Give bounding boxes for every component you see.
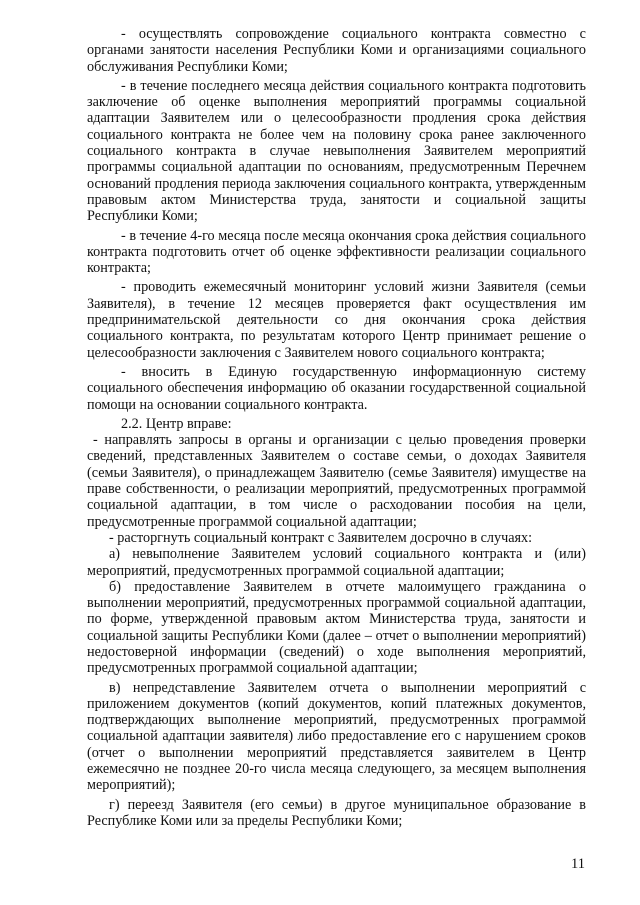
list-item-b-false-information: б) предоставление Заявителем в отчете малоимущего гражданина о выполнении мероприятий, предусмотренных программой социальной адаптации, по форме, утвержденной правовым актом Министерства труда, занятости и социальной защиты Республики Коми (далее – отчет о выполнении мероприятий) недостоверной информации (сведений) о ходе выполнения мероприятий, предусмотренных программой социальной адаптации;	[87, 578, 586, 677]
paragraph-monthly-monitoring: - проводить ежемесячный мониторинг условий жизни Заявителя (семьи Заявителя), в течение 12 месяцев проверяется факт осуществления им предпринимательской деятельности со дня окончания срока действия социального контракта, по результатам которого Центр принимает решение о целесообразности заключения с Заявителем нового социального контракта;	[87, 279, 586, 361]
paragraph-terminate-contract: - расторгнуть социальный контракт с Заявителем досрочно в случаях:	[109, 529, 533, 546]
paragraph-send-requests: - направлять запросы в органы и организации с целью проведения проверки сведений, представленных Заявителем о составе семьи, о доходах Заявителя (семьи Заявителя), о принадлежащем Заявителю (семье Заявителя) имуществе на праве собственности, о реализации мероприятий, предусмотренных программой социальной адаптации, в том числе о расходовании пособия на цели, предусмотренные программой социальной адаптации;	[87, 432, 586, 530]
list-item-a-non-fulfillment: а) невыполнение Заявителем условий социального контракта и (или) мероприятий, предусмотренных программой социальной адаптации;	[87, 546, 586, 579]
paragraph-state-information-system: - вносить в Единую государственную информационную систему социального обеспечения информацию об оказании государственной социальной помощи на основании социального контракта.	[87, 363, 586, 413]
paragraph-support-contract: - осуществлять сопровождение социального контракта совместно с органами занятости населения Республики Коми и организациями социального обслуживания Республики Коми;	[87, 26, 586, 75]
paragraph-fourth-month-report: - в течение 4-го месяца после месяца окончания срока действия социального контракта подготовить отчет об оценке эффективности реализации социального контракта;	[87, 227, 586, 277]
section-heading-center-rights: 2.2. Центр вправе:	[121, 415, 232, 432]
page-number: 11	[571, 856, 585, 872]
list-item-g-relocation: г) переезд Заявителя (его семьи) в другое муниципальное образование в Республике Коми или за пределы Республики Коми;	[87, 796, 586, 829]
list-item-v-no-report: в) непредставление Заявителем отчета о выполнении мероприятий с приложением документов (копий документов, копий платежных документов, подтверждающих выполнение мероприятий, предусмотренных программой социальной адаптации заявителя) либо предоставление его с нарушением сроков (отчет о выполнении мероприятий представляется заявителем в Центр ежемесячно не позднее 20-го числа месяца следующего, за месяцем выполнения мероприятий);	[87, 679, 586, 794]
paragraph-last-month-conclusion: - в течение последнего месяца действия социального контракта подготовить заключение об оценке выполнения мероприятий программы социальной адаптации Заявителем или о целесообразности продления срока действия социального контракта не более чем на половину срока ранее заключенного социального контракта в случае невыполнения Заявителем мероприятий программы социальной адаптации по основаниям, предусмотренным Перечнем оснований продления периода заключения социального контракта, утвержденным правовым актом Министерства труда, занятости и социальной защиты Республики Коми;	[87, 77, 586, 225]
document-body	[87, 26, 586, 829]
